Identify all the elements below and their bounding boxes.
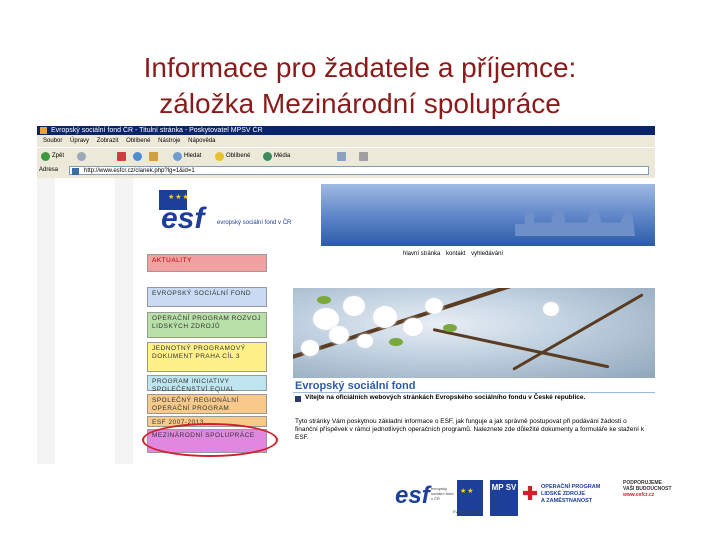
page-left-gutter — [37, 178, 133, 464]
window-title: Evropský sociální fond ČR - Titulní stránka - Poskytovatel MPSV ČR — [51, 127, 263, 134]
op-lzz-logo — [523, 480, 623, 516]
highlight-circle — [142, 423, 278, 457]
page-viewport — [37, 178, 655, 464]
red-cross-icon — [523, 486, 537, 500]
nav-esf[interactable]: EVROPSKÝ SOCIÁLNÍ FOND — [147, 287, 267, 307]
op-text-line3: A ZAMĚSTNANOST — [541, 498, 593, 504]
media-icon — [263, 152, 272, 161]
nav-aktuality[interactable]: AKTUALITY — [147, 254, 267, 272]
nav-jpd[interactable]: JEDNOTNÝ PROGRAMOVÝ DOKUMENT PRAHA CÍL 3 — [147, 342, 267, 372]
print-icon — [359, 152, 368, 161]
esf-logo-text: esf — [161, 202, 205, 235]
page-icon — [72, 168, 79, 175]
esf-logo[interactable] — [151, 184, 321, 246]
esf-footer-small: evropský sociální fond v ČR — [431, 486, 454, 501]
op-text-line2: LIDSKÉ ZDROJE — [541, 491, 586, 497]
mpsv-logo: MP SV — [490, 480, 518, 516]
support-slogan — [623, 480, 695, 516]
refresh-icon — [133, 152, 142, 161]
op-text-line1: OPERAČNÍ PROGRAM — [541, 484, 601, 490]
castle-silhouette — [515, 206, 635, 236]
eu-text: EVROPSKÁ UNIE — [453, 510, 482, 514]
cherry-blossom-photo — [293, 288, 655, 378]
address-input[interactable] — [69, 166, 649, 175]
address-value: http://www.esfcr.cz/clanek.php?lg=1&id=1 — [84, 168, 195, 174]
nav-srop[interactable]: SPOLEČNÝ REGIONÁLNÍ OPERAČNÍ PROGRAM — [147, 394, 267, 414]
nav-mezinarodni-spoluprace[interactable]: MEZINÁRODNÍ SPOLUPRÁCE — [147, 429, 267, 453]
media-button[interactable] — [263, 148, 290, 164]
nav-esf-2007-2013[interactable]: ESF 2007-2013 — [147, 416, 267, 427]
media-label: Média — [274, 153, 291, 159]
search-button[interactable] — [173, 148, 201, 164]
favorites-button[interactable] — [215, 148, 250, 164]
refresh-button[interactable] — [133, 148, 144, 164]
prague-skyline-banner — [321, 184, 655, 246]
support-url: www.esfcr.cz — [623, 492, 655, 498]
link-search[interactable]: vyhledávání — [471, 251, 504, 257]
top-links — [403, 251, 507, 257]
back-label: Zpět — [52, 153, 65, 159]
nav-equal[interactable]: PROGRAM INICIATIVY SPOLEČENSTVÍ EQUAL — [147, 375, 267, 391]
esf-website — [133, 178, 655, 464]
stop-button[interactable] — [117, 148, 128, 164]
window-titlebar — [37, 126, 655, 135]
menu-oblibene[interactable]: Oblíbené — [126, 138, 151, 144]
eu-flag-icon: ★★★ — [159, 190, 187, 210]
slide-title — [0, 50, 720, 122]
menu-napoveda[interactable]: Nápověda — [188, 138, 216, 144]
menu-upravy[interactable]: Úpravy — [70, 138, 90, 144]
nav-op-rlz[interactable]: OPERAČNÍ PROGRAM ROZVOJ LIDSKÝCH ZDROJŮ — [147, 312, 267, 338]
footer-logos — [395, 480, 695, 520]
esf-footer-logo — [395, 480, 453, 516]
print-button[interactable] — [359, 148, 370, 164]
mail-button[interactable] — [337, 148, 348, 164]
slide-title-line2: záložka Mezinárodní spolupráce — [159, 88, 561, 119]
bullet-square-icon — [295, 396, 301, 402]
favorites-label: Oblíbené — [226, 153, 251, 159]
search-icon — [173, 152, 182, 161]
esf-footer-text: esf — [395, 482, 430, 509]
support-line1: PODPORUJEME — [623, 480, 662, 486]
esf-logo-subtitle: evropský sociální fond v ČR — [217, 220, 292, 226]
title-divider — [293, 392, 655, 393]
menu-zobrazit[interactable]: Zobrazit — [96, 138, 119, 144]
content-title: Evropský sociální fond — [295, 380, 416, 392]
intro-text: Vítejte na oficiálních webových stránkách Evropského sociálního fondu v České republice. — [305, 394, 586, 401]
browser-icon — [40, 127, 47, 134]
browser-toolbar — [37, 147, 655, 165]
address-bar — [37, 164, 655, 177]
menu-soubor[interactable]: Soubor — [43, 138, 63, 144]
eu-stars-icon: ★★ — [460, 488, 475, 495]
support-line2: VAŠI BUDOUCNOST — [623, 486, 672, 492]
slide-title-line1: Informace pro žadatele a příjemce: — [143, 52, 577, 83]
back-button[interactable] — [41, 148, 64, 164]
address-label: Adresa — [39, 167, 59, 173]
back-arrow-icon — [41, 152, 50, 161]
stop-icon — [117, 152, 126, 161]
mail-icon — [337, 152, 346, 161]
menu-bar — [37, 135, 655, 147]
link-home[interactable]: hlavní stránka — [403, 251, 441, 257]
home-button[interactable] — [149, 148, 160, 164]
star-icon — [215, 152, 224, 161]
eu-logo — [453, 480, 483, 516]
site-header — [151, 184, 655, 246]
forward-arrow-icon — [77, 152, 86, 161]
home-icon — [149, 152, 158, 161]
body-text: Tyto stránky Vám poskytnou základní informace o ESF, jak funguje a jak správně postupovat při podávání žádosti o finanční příspěvek v rámci jednotlivých operačních programů. Naleznete zde důležité dokumenty a formuláře ke stažení k ESF. — [295, 418, 645, 441]
search-label: Hledat — [184, 153, 202, 159]
forward-button[interactable] — [77, 148, 88, 164]
link-contact[interactable]: kontakt — [446, 251, 466, 257]
browser-screenshot — [37, 126, 655, 464]
menu-nastroje[interactable]: Nástroje — [158, 138, 181, 144]
